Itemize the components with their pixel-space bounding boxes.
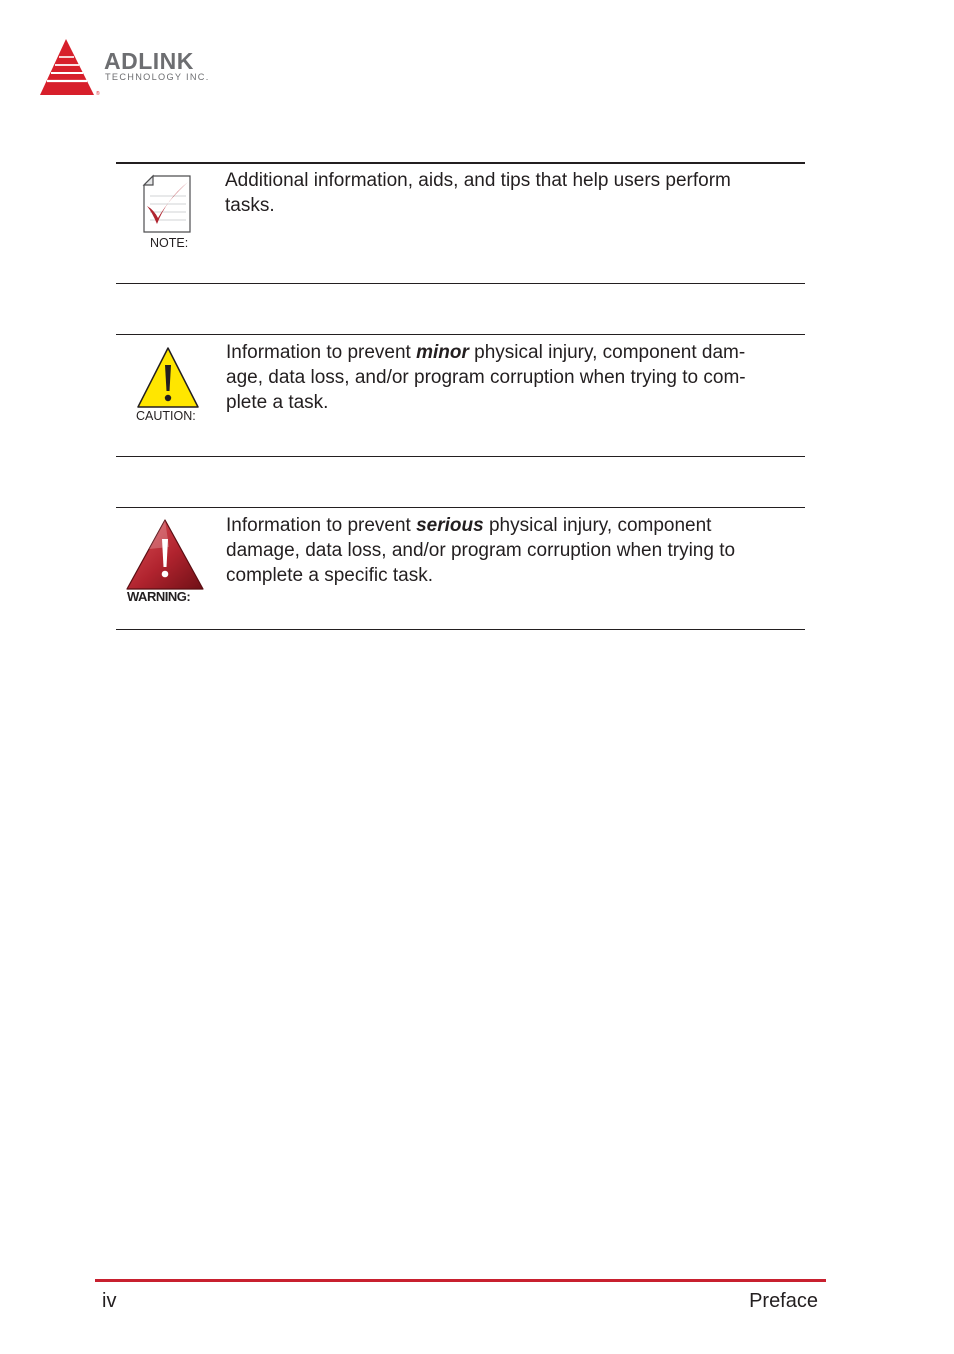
caution-notice [116,334,805,457]
note-checkmark-icon [142,174,192,234]
caution-triangle-icon [135,345,201,409]
caution-text [226,340,794,415]
notice-rule-bottom [116,283,805,284]
caution-text-line-1: physical injury, component dam- [468,342,746,363]
notice-rule-top [116,162,805,164]
warning-text-line-1: physical injury, component [483,515,712,536]
caution-label: CAUTION: [136,409,196,423]
caution-text-line-2: age, data loss, and/or program corruption when trying to com- [226,367,746,388]
notice-rule-top [116,334,805,335]
notice-rule-bottom [116,456,805,457]
note-icon-block [116,170,220,270]
note-text [225,168,793,218]
section-name: Preface [749,1290,818,1312]
logo-triangle-icon [38,38,102,100]
warning-text-emphasis: serious [416,515,484,536]
warning-text-pre: Information to prevent [226,515,417,536]
warning-label: WARNING: [127,589,191,604]
caution-icon-block [116,342,220,442]
caution-text-line-3: plete a task. [226,392,329,413]
logo-brand-text: ADLINK [104,48,194,74]
notice-rule-bottom [116,629,805,630]
warning-notice [116,507,805,630]
warning-triangle-icon [125,517,207,591]
notice-rule-top [116,507,805,508]
warning-text [226,513,794,588]
adlink-logo [38,38,238,100]
note-text-line-1: Additional information, aids, and tips that help users perform [225,170,731,191]
svg-text:®: ® [96,91,100,97]
footer-rule [95,1279,826,1282]
note-label: NOTE: [150,236,189,250]
warning-icon-block [116,515,220,615]
note-text-line-2: tasks. [225,195,275,216]
caution-text-emphasis: minor [416,342,469,363]
page-number: iv [102,1290,117,1312]
caution-text-pre: Information to prevent [226,342,417,363]
logo-tagline: TECHNOLOGY INC. [105,72,210,82]
note-notice [116,162,805,284]
warning-text-line-2: damage, data loss, and/or program corruption when trying to [226,540,736,561]
warning-text-line-3: complete a specific task. [226,565,433,586]
